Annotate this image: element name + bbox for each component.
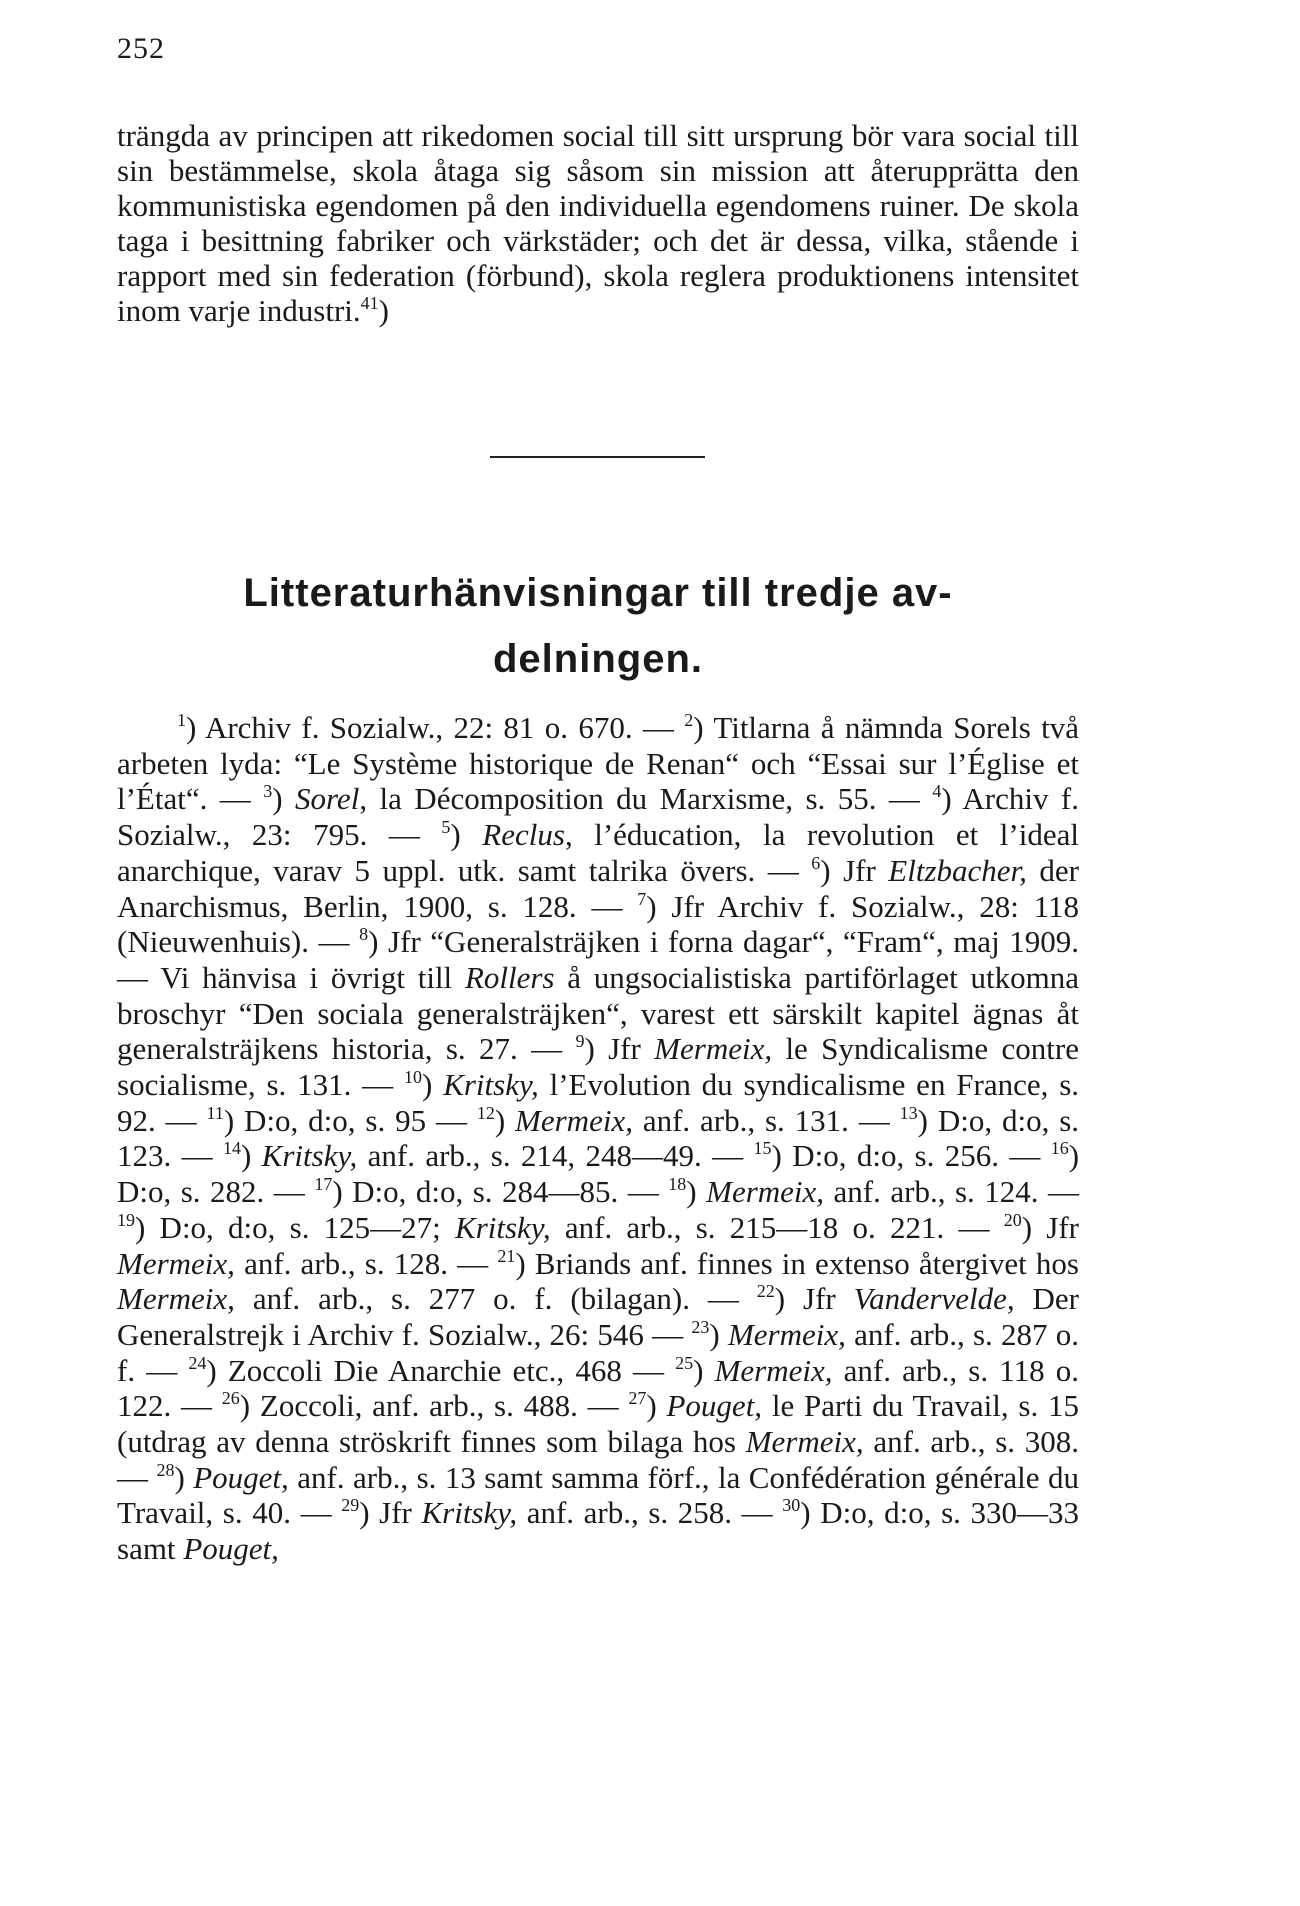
- note-number: 20: [1003, 1209, 1022, 1230]
- note-author-name: Rollers: [464, 959, 555, 995]
- note-number: 11: [206, 1102, 224, 1123]
- note-text: le Parti du Travail, s. 15 (utdrag av denna ströskrift finnes som bilaga hos: [117, 1388, 1080, 1460]
- note-author-name: Mermeix,: [117, 1245, 235, 1281]
- note-author-name: Mermeix,: [727, 1316, 846, 1352]
- page-number: 252: [117, 32, 165, 65]
- note-text: ) Jfr: [820, 852, 889, 888]
- note-text: ): [272, 781, 296, 817]
- note-number: 14: [222, 1138, 241, 1159]
- note-number: 9: [575, 1031, 585, 1052]
- note-text: ): [709, 1316, 728, 1352]
- note-author-name: Mermeix,: [117, 1281, 235, 1317]
- note-number: 23: [691, 1316, 710, 1337]
- note-author-name: Mermeix,: [714, 1352, 833, 1388]
- note-text: , l’éducation, la revolution et l’ideal anarchique, varav 5 uppl. utk. samt talrika övers. —: [117, 817, 1079, 888]
- note-text: ) D:o, d:o, s. 330—33 samt: [117, 1495, 1080, 1567]
- note-text: ): [693, 1352, 715, 1388]
- note-text: anf. arb., s. 13 samt samma förf., la Confédération générale du Travail, s. 40. —: [117, 1459, 1079, 1531]
- note-text: ) Titlarna å nämnda Sorels två arbeten lyda: “Le Système historique de Renan“ och “Essai sur l’Église et l’État“. —: [117, 710, 1079, 817]
- footnote-reference: 41: [360, 293, 379, 313]
- note-author-name: Mermeix,: [654, 1031, 773, 1067]
- note-number: 2: [684, 710, 694, 730]
- note-number: 4: [932, 781, 942, 802]
- note-number: 1: [177, 710, 186, 730]
- note-text: ) Archiv f. Sozialw., 23: 795. —: [117, 781, 1079, 853]
- note-author-name: Kritsky,: [455, 1209, 551, 1245]
- note-text: anf. arb., s. 308. —: [117, 1424, 1079, 1495]
- note-text: l’Evolution du syndicalisme en France, s. 92. —: [117, 1067, 1080, 1138]
- body-paragraph-text: trängda av principen att rikedomen social till sitt ursprung bör vara social till sin bestämmelse, skola åtaga sig såsom sin mission att återupprätta den kommunistiska egendomen på den individuella egendomens ruiner. De skola taga i besittning fabriker och värkstäder; och det är dessa, vilka, stående i rapport med sin federation (förbund), skola reglera produktionens intensitet inom varje industri.: [117, 118, 1079, 328]
- note-number: 27: [628, 1388, 647, 1409]
- note-text: ) D:o, d:o, s. 123. —: [117, 1102, 1080, 1174]
- note-number: 10: [404, 1067, 423, 1088]
- note-text: ): [686, 1174, 707, 1210]
- note-author-name: Kritsky,: [443, 1067, 539, 1103]
- note-number: 16: [1050, 1138, 1069, 1159]
- note-text: ) D:o, d:o, s. 95 —: [223, 1102, 477, 1138]
- note-text: anf. arb., s. 214, 248—49. —: [357, 1138, 754, 1174]
- section-heading: [117, 560, 1079, 692]
- note-author-name: Sorel: [295, 781, 360, 817]
- note-number: 25: [675, 1352, 694, 1373]
- note-text: ) Jfr: [584, 1031, 655, 1067]
- note-text: anf. arb., s. 118 o. 122. —: [117, 1352, 1079, 1424]
- note-number: 13: [899, 1102, 918, 1123]
- note-text: ) D:o, d:o, s. 125—27;: [135, 1209, 456, 1245]
- note-text: ) Zoccoli, anf. arb., s. 488. —: [239, 1388, 629, 1424]
- note-number: 8: [359, 924, 369, 945]
- note-text: ) D:o, d:o, s. 284—85. —: [332, 1174, 669, 1210]
- note-text: ) Jfr “Generalsträjken i forna dagar“, “Fram“, maj 1909. — Vi hänvisa i övrigt till: [117, 924, 1079, 995]
- note-number: 28: [156, 1459, 175, 1480]
- note-author-name: Pouget,: [183, 1531, 279, 1567]
- note-text: ): [422, 1067, 444, 1103]
- note-author-name: Reclus: [482, 817, 565, 853]
- section-heading-line-2: delningen.: [493, 637, 703, 681]
- note-text: ) Jfr: [774, 1281, 854, 1317]
- note-text: ) Zoccoli Die Anarchie etc., 468 —: [206, 1352, 676, 1388]
- note-text: anf. arb., s. 215—18 o. 221. —: [550, 1209, 1004, 1245]
- section-heading-line-1: Litteraturhänvisningar till tredje av-: [243, 571, 953, 615]
- note-text: , la Décomposition du Marxisme, s. 55. —: [359, 781, 933, 817]
- note-author-name: Mermeix,: [745, 1424, 864, 1460]
- note-number: 15: [753, 1138, 772, 1159]
- note-author-name: Pouget,: [666, 1388, 763, 1424]
- note-text: ) Archiv f. Sozialw., 22: 81 o. 670. —: [186, 710, 685, 745]
- note-number: 17: [314, 1174, 333, 1195]
- note-text: ) Briands anf. finnes in extenso återgivet hos: [515, 1245, 1079, 1281]
- note-text: anf. arb., s. 131. —: [632, 1102, 900, 1138]
- note-author-name: Eltzbacher,: [888, 852, 1027, 888]
- note-author-name: Pouget,: [193, 1459, 289, 1495]
- note-number: 5: [441, 817, 451, 838]
- note-text: anf. arb., s. 124. —: [824, 1174, 1080, 1210]
- note-author-name: Kritsky,: [421, 1495, 518, 1531]
- note-text: ) D:o, d:o, s. 256. —: [771, 1138, 1051, 1174]
- note-text: anf. arb., s. 128. —: [234, 1245, 498, 1281]
- note-text: le Syndicalisme contre socialisme, s. 131. —: [117, 1031, 1079, 1103]
- note-number: 12: [476, 1102, 495, 1123]
- note-number: 30: [782, 1495, 801, 1516]
- note-text: ) Jfr: [359, 1495, 422, 1531]
- note-number: 18: [668, 1174, 687, 1195]
- note-author-name: Mermeix,: [515, 1102, 633, 1138]
- note-number: 29: [341, 1495, 360, 1516]
- note-number: 19: [117, 1209, 135, 1230]
- body-paragraph: [117, 118, 1079, 328]
- note-text: ): [174, 1459, 194, 1495]
- note-author-name: Mermeix,: [706, 1174, 825, 1210]
- note-text: anf. arb., s. 277 o. f. (bilagan). —: [234, 1281, 757, 1317]
- section-divider: [490, 456, 705, 458]
- note-text: ): [240, 1138, 262, 1174]
- note-text: der Anarchismus, Berlin, 1900, s. 128. —: [117, 852, 1079, 924]
- note-text: ) D:o, s. 282. —: [117, 1138, 1080, 1210]
- note-text: anf. arb., s. 258. —: [517, 1495, 783, 1531]
- note-number: 26: [221, 1388, 240, 1409]
- note-number: 6: [811, 852, 821, 873]
- note-text: ): [494, 1102, 516, 1138]
- note-number: 21: [497, 1245, 516, 1266]
- note-text: ) Jfr Archiv f. Sozialw., 28: 118 (Nieuwenhuis). —: [117, 888, 1079, 960]
- note-number: 22: [756, 1281, 775, 1302]
- note-author-name: Vandervelde,: [853, 1281, 1015, 1317]
- note-text: ): [646, 1388, 667, 1424]
- note-number: 7: [637, 888, 647, 909]
- note-text: anf. arb., s. 287 o. f. —: [117, 1316, 1079, 1388]
- note-text: å ungsocialistiska partiförlaget utkomna broschyr “Den sociala generalsträjken“, varest ett särskilt kapitel ägnas åt generalsträjkens historia, s. 27. —: [117, 959, 1080, 1067]
- note-number: 3: [263, 781, 273, 802]
- note-text: Der Generalstrejk i Archiv f. Sozialw., 26: 546 —: [117, 1281, 1079, 1352]
- note-text: ) Jfr: [1021, 1209, 1079, 1245]
- note-author-name: Kritsky,: [261, 1138, 358, 1174]
- reference-notes: [117, 710, 1079, 1567]
- note-number: 24: [188, 1352, 207, 1373]
- footnote-reference-close: ): [378, 293, 389, 328]
- note-text: ): [450, 817, 483, 853]
